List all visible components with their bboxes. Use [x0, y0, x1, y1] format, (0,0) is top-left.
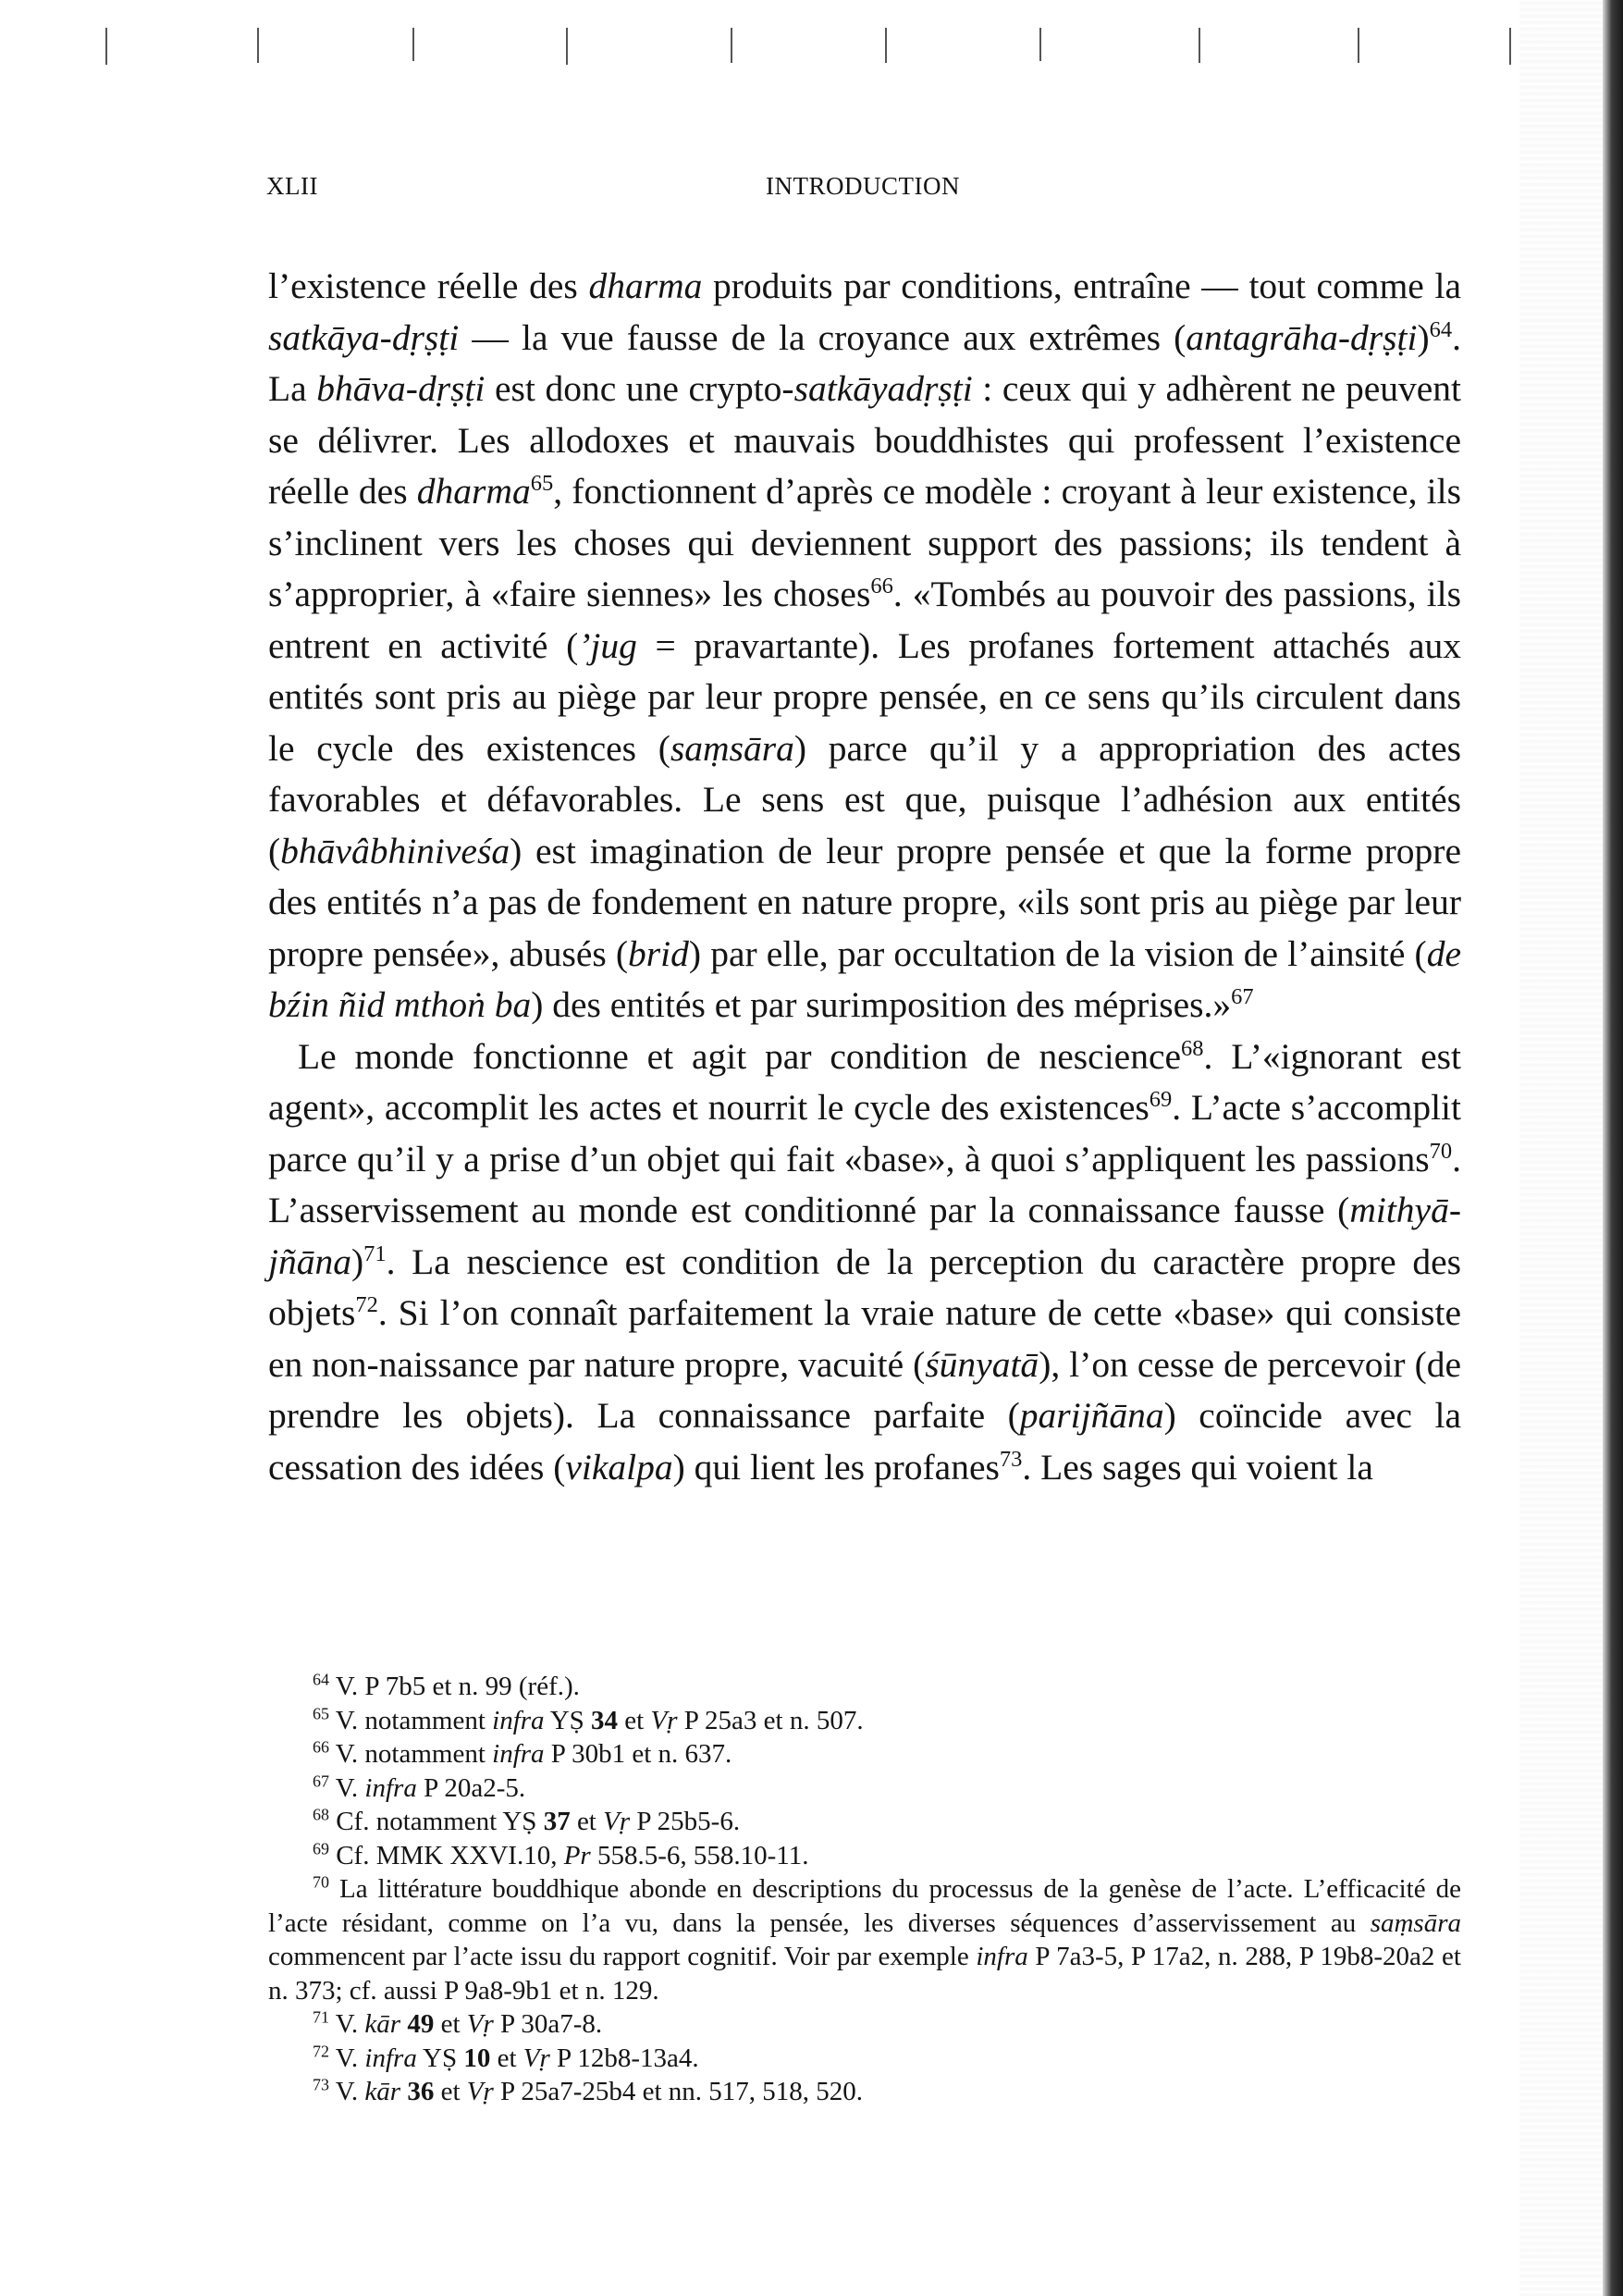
footnote: $^{64}$ V. P 7b5 et n. 99 (réf.). [313, 1670, 580, 1701]
scan-mark [105, 28, 107, 65]
scan-mark [257, 28, 259, 63]
paragraph: l’existence réelle des dharma produits par conditions, entraîne — tout comme la satkāya-dṛṣṭi — la vue fausse de la croyance aux extrêmes (antagrāha-dṛṣṭi)$^{64}$. La bhāva-dṛṣṭi est donc une crypto-satkāyadṛṣṭi : ceux qui y adhèrent ne peuvent se délivrer. Les allodoxes et mauvais bouddhistes qui professent l’existence réelle des dharma$^{65}$, fonctionnent d’après ce modèle : croyant à leur existence, ils s’inclinent vers les choses qui deviennent support des passions; ils tendent à s’approprier, à «faire siennes» les choses$^{66}$. «Tombés au pouvoir des passions, ils entrent en activité (’jug = pravartante). Les profanes fortement attachés aux entités sont pris au piège par leur propre pensée, en ce sens qu’ils circulent dans le cycle des existences (saṃsāra) parce qu’il y a appropriation des actes favorables et défavorables. Le sens est que, puisque l’adhésion aux entités (bhāvâbhiniveśa) est imagination de leur propre pensée et que la forme propre des entités n’a pas de fondement en nature propre, «ils sont pris au piège par leur propre pensée», abusés (brid) par elle, par occultation de la vision de l’ainsité (de bźin ñid mthoṅ ba) des entités et par surimposition des méprises.»$^{67}$ [268, 265, 1462, 1025]
footnote-ref: 70 [1429, 1138, 1453, 1164]
footnote: $^{73}$ V. kār 36 et Vṛ P 25a7-25b4 et nn. 517, 518, 520. [313, 2075, 864, 2106]
footnote: $^{66}$ V. notamment infra P 30b1 et n. 637. [313, 1737, 732, 1769]
footnote-ref: 71 [363, 1241, 387, 1266]
page-number: XLII [266, 172, 318, 200]
footnote: $^{72}$ V. infra YṢ 10 et Vṛ P 12b8-13a4. [313, 2041, 699, 2073]
scan-mark [566, 28, 568, 65]
footnote-ref: 67 [1231, 983, 1254, 1009]
main-text [268, 261, 1461, 1493]
footnote: $^{71}$ V. kār 49 et Vṛ P 30a7-8. [313, 2007, 603, 2039]
scan-mark [731, 28, 732, 63]
scan-mark [1358, 28, 1359, 63]
footnote-ref: 72 [355, 1291, 378, 1317]
footnote: $^{68}$ Cf. notamment YṢ 37 et Vṛ P 25b5-6. [313, 1805, 741, 1836]
scan-artifact-top [0, 0, 1623, 102]
scan-mark [1509, 28, 1511, 65]
running-head [266, 172, 1459, 209]
footnote-ref: 69 [1149, 1086, 1173, 1112]
footnote-ref: 64 [1429, 316, 1453, 342]
footnote-ref: 65 [530, 470, 554, 496]
footnote-ref: 73 [999, 1446, 1023, 1472]
scan-edge [1603, 0, 1623, 2296]
scan-mark [412, 28, 414, 61]
footnote: $^{69}$ Cf. MMK XXVI.10, Pr 558.5-6, 558.10-11. [313, 1838, 809, 1870]
footnote: $^{70}$ La littérature bouddhique abonde en descriptions du processus de la genèse de l’acte. L’efficacité de l’acte résidant, comme on l’a vu, dans la pensée, les diverses séquences d’asservissement au saṃsāra commencent par l’acte issu du rapport cognitif. Voir par exemple infra P 7a3-5, P 17a2, n. 288, P 19b8-20a2 et n. 373; cf. aussi P 9a8-9b1 et n. 129. [268, 1872, 1461, 2006]
footnote: $^{67}$ V. infra P 20a2-5. [313, 1771, 526, 1803]
scan-speckle [1519, 0, 1603, 2296]
running-title: INTRODUCTION [766, 172, 960, 200]
footnotes [268, 1670, 1461, 2109]
scan-mark [1039, 28, 1041, 61]
scan-mark [885, 28, 887, 63]
footnote: $^{65}$ V. notamment infra YṢ 34 et Vṛ P 25a3 et n. 507. [313, 1703, 864, 1735]
footnote-ref: 66 [870, 573, 893, 599]
footnote-ref: 68 [1181, 1035, 1204, 1061]
paragraph: Le monde fonctionne et agit par condition de nescience$^{68}$. L’«ignorant est agent», accomplit les actes et nourrit le cycle des existences$^{69}$. L’acte s’accomplit parce qu’il y a prise d’un objet qui fait «base», à quoi s’appliquent les passions$^{70}$. L’asservissement au monde est conditionné par la connaissance fausse (mithyā-jñāna)$^{71}$. La nescience est condition de la perception du caractère propre des objets$^{72}$. Si l’on connaît parfaitement la vraie nature de cette «base» qui consiste en non-naissance par nature propre, vacuité (śūnyatā), l’on cesse de percevoir (de prendre les objets). La connaissance parfaite (parijñāna) coïncide avec la cessation des idées (vikalpa) qui lient les profanes$^{73}$. Les sages qui voient la [268, 1035, 1462, 1487]
scan-mark [1199, 28, 1200, 63]
